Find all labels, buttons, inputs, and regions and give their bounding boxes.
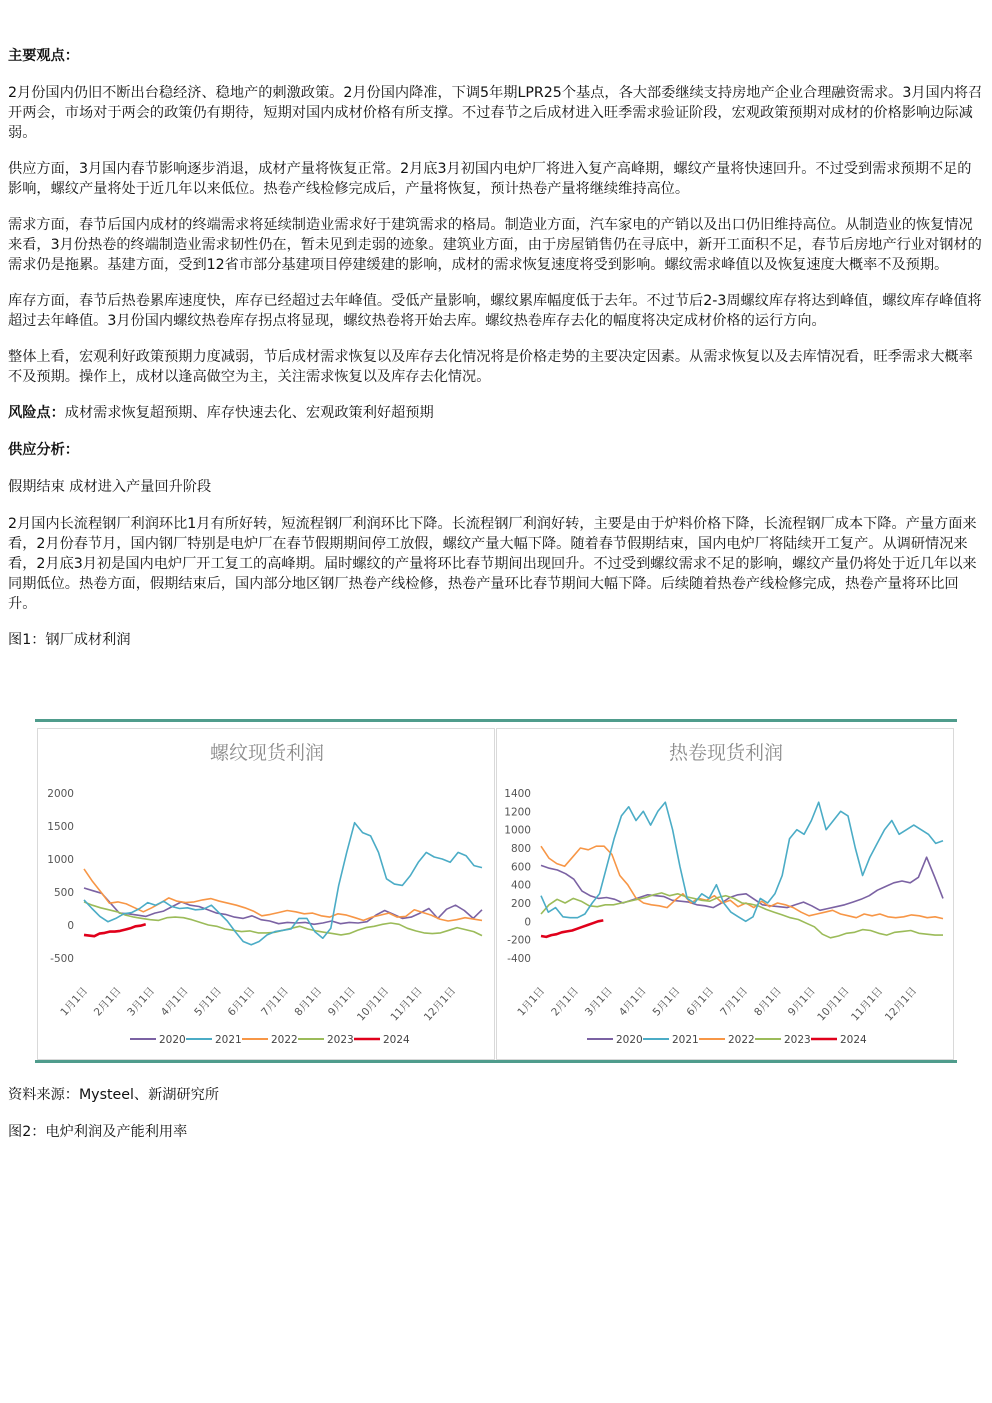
y-tick-label: -500 — [50, 953, 74, 965]
legend-label-2023: 2023 — [784, 1034, 811, 1046]
x-tick-label: 1月1日 — [58, 984, 91, 1019]
y-tick-label: -200 — [507, 934, 531, 947]
chart-title: 螺纹现货利润 — [209, 742, 325, 764]
y-tick-label: 200 — [510, 898, 531, 910]
y-tick-label: 400 — [510, 879, 531, 892]
x-tick-label: 9月1日 — [785, 984, 818, 1019]
x-tick-label: 7月1日 — [259, 984, 291, 1019]
figure1-caption: 图1：钢厂成材利润 — [8, 632, 131, 648]
hrc-profit-chart — [496, 728, 954, 1060]
x-tick-label: 2月1日 — [549, 984, 582, 1019]
paragraph-policy: 2月份国内仍旧不断出台稳经济、稳地产的刺激政策。2月份国内降准，下调5年期LPR25个基点，各大部委继续支持房地产企业合理融资需求。3月国内将召开两会，市场对于两会的政策仍有期待，短期对国内成材价格有所支撑。不过春节之后成材进入旺季需求验证阶段，宏观政策预期对成材的价格影响边际减弱。 — [8, 85, 983, 141]
paragraph-inventory: 库存方面，春节后热卷累库速度快，库存已经超过去年峰值。受低产量影响，螺纹累库幅度低于去年。不过节后2-3周螺纹库存将达到峰值，螺纹库存峰值将超过去年峰值。3月份国内螺纹热卷库存拐点将显现，螺纹热卷将开始去库。螺纹热卷库存去化的幅度将决定成材价格的运行方向。 — [8, 293, 982, 329]
risk-label: 风险点： — [8, 405, 65, 421]
x-tick-label: 12月1日 — [421, 984, 459, 1024]
x-tick-label: 3月1日 — [125, 984, 158, 1019]
risk-line — [8, 403, 984, 423]
series-line-2024 — [541, 920, 603, 937]
y-tick-label: 2000 — [47, 788, 74, 800]
y-tick-label: 600 — [510, 861, 531, 874]
x-tick-label: 6月1日 — [684, 984, 717, 1019]
series-line-2022 — [84, 869, 482, 921]
x-tick-label: 2月1日 — [91, 984, 124, 1019]
series-line-2022 — [541, 846, 943, 918]
x-tick-label: 7月1日 — [718, 984, 751, 1019]
x-tick-label: 12月1日 — [882, 984, 920, 1024]
chart-title: 热卷现货利润 — [668, 742, 784, 764]
x-tick-label: 10月1日 — [815, 984, 852, 1024]
y-tick-label: 1000 — [47, 854, 74, 866]
x-tick-label: 4月1日 — [158, 984, 191, 1019]
hrc-profit-svg — [497, 729, 955, 1061]
x-tick-label: 4月1日 — [616, 984, 649, 1019]
legend-label-2022: 2022 — [728, 1034, 755, 1046]
main-view-heading: 主要观点： — [8, 48, 79, 64]
y-tick-label: 1400 — [504, 788, 531, 800]
y-tick-label: -400 — [507, 953, 531, 965]
report-body — [8, 46, 984, 650]
y-tick-label: 1200 — [504, 806, 531, 819]
x-tick-label: 5月1日 — [192, 984, 225, 1019]
x-tick-label: 3月1日 — [582, 984, 615, 1019]
legend-label-2024: 2024 — [840, 1034, 867, 1046]
legend-label-2021: 2021 — [672, 1034, 699, 1046]
x-tick-label: 11月1日 — [849, 984, 886, 1024]
y-tick-label: 0 — [67, 920, 74, 932]
y-tick-label: 0 — [524, 916, 531, 929]
figure2-caption: 图2：电炉利润及产能利用率 — [8, 1124, 188, 1140]
legend-label-2022: 2022 — [271, 1034, 298, 1046]
x-tick-label: 9月1日 — [325, 984, 358, 1019]
risk-text: 成材需求恢复超预期、库存快速去化、宏观政策利好超预期 — [64, 405, 434, 421]
legend-label-2024: 2024 — [383, 1034, 410, 1046]
x-tick-label: 5月1日 — [650, 984, 683, 1019]
series-line-2024 — [84, 924, 146, 936]
x-tick-label: 8月1日 — [292, 984, 325, 1019]
x-tick-label: 10月1日 — [354, 984, 392, 1024]
rebar-profit-svg — [38, 729, 496, 1061]
y-tick-label: 800 — [510, 843, 531, 855]
x-tick-label: 8月1日 — [752, 984, 784, 1019]
x-tick-label: 6月1日 — [225, 984, 258, 1019]
paragraph-summary: 整体上看，宏观利好政策预期力度减弱，节后成材需求恢复以及库存去化情况将是价格走势的主要决定因素。从需求恢复以及去库情况看，旺季需求大概率不及预期。操作上，成材以逢高做空为主，关注需求恢复以及库存去化情况。 — [8, 349, 973, 385]
legend-label-2023: 2023 — [327, 1034, 354, 1046]
source-note: 资料来源：Mysteel、新湖研究所 — [8, 1087, 220, 1103]
y-tick-label: 1000 — [504, 824, 531, 837]
legend-label-2020: 2020 — [159, 1034, 186, 1046]
y-tick-label: 500 — [53, 887, 74, 899]
x-tick-label: 11月1日 — [388, 984, 425, 1024]
paragraph-supply: 供应方面，3月国内春节影响逐步消退，成材产量将恢复正常。2月底3月初国内电炉厂将进入复产高峰期，螺纹产量将快速回升。不过受到需求预期不足的影响，螺纹产量将处于近几年以来低位。热卷产线检修完成后，产量将恢复，预计热卷产量将继续维持高位。 — [8, 161, 972, 197]
supply-analysis-heading: 供应分析： — [8, 442, 79, 458]
y-tick-label: 1500 — [47, 821, 74, 833]
supply-subheading: 假期结束 成材进入产量回升阶段 — [8, 479, 212, 495]
legend-label-2020: 2020 — [616, 1034, 643, 1046]
legend-label-2021: 2021 — [215, 1034, 242, 1046]
x-tick-label: 1月1日 — [515, 984, 548, 1019]
paragraph-supply-detail: 2月国内长流程钢厂利润环比1月有所好转，短流程钢厂利润环比下降。长流程钢厂利润好转，主要是由于炉料价格下降，长流程钢厂成本下降。产量方面来看，2月份春节月，国内钢厂特别是电炉厂在春节假期期间停工放假，螺纹产量大幅下降。随着春节假期结束，国内电炉厂将陆续开工复产。从调研情况来看，2月底3月初是国内电炉厂开工复工的高峰期。届时螺纹的产量将环比春节期间出现回升。不过受到螺纹需求不足的影响，螺纹产量仍将处于近几年以来同期低位。热卷方面，假期结束后，国内部分地区钢厂热卷产线检修，热卷产量环比春节期间大幅下降。后续随着热卷产线检修完成，热卷产量将环比回升。 — [8, 516, 977, 612]
rebar-profit-chart — [37, 728, 495, 1060]
paragraph-demand: 需求方面，春节后国内成材的终端需求将延续制造业需求好于建筑需求的格局。制造业方面，汽车家电的产销以及出口仍旧维持高位。从制造业的恢复情况来看，3月份热卷的终端制造业需求韧性仍在，暂未见到走弱的迹象。建筑业方面，由于房屋销售仍在寻底中，新开工面积不足，春节后房地产行业对钢材的需求仍是拖累。基建方面，受到12省市部分基建项目停建缓建的影响，成材的需求恢复速度将受到影响。螺纹需求峰值以及恢复速度大概率不及预期。 — [8, 217, 982, 273]
series-line-2021 — [84, 823, 482, 945]
figure1-container — [35, 719, 957, 1063]
